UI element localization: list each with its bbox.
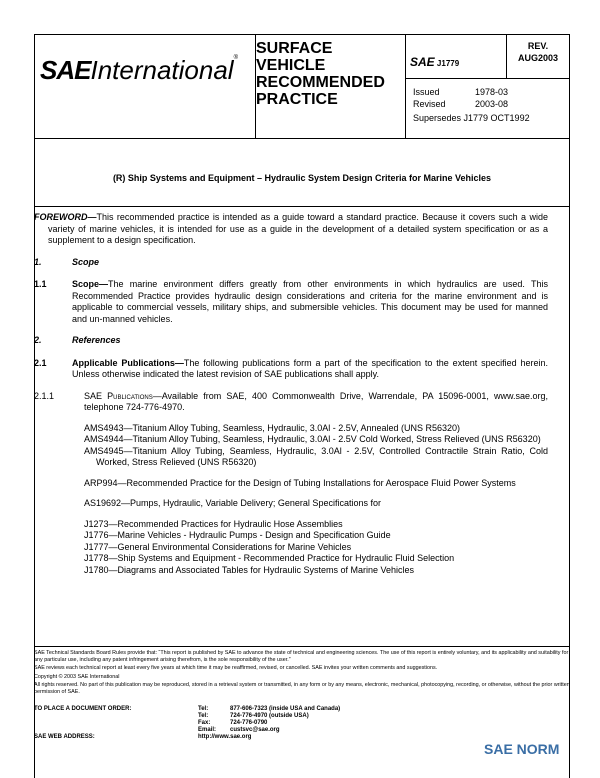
section-2-1: 2.1 Applicable Publications—The following publications form a part of the specification to the extent specified herein. Unless otherwise indicated the latest revision of SAE publications shall apply. [34, 357, 548, 379]
section-1-1: 1.1 Scope—The marine environment differs greatly from other environments in which hydraulics are used. This Recommended Practice provides hydraulic design considerations and criteria for the marine environment and is applicable to commercial vessels, military ships, and submersible vehicles. This document may be used for manned and un-manned vehicles. [34, 279, 548, 324]
foreword: FOREWORD—This recommended practice is intended as a guide toward a standard practice. Because it covers such a wide variety of marine vehicles, it is intended for use as a guide in the development of a detailed system specification or as a supplement to a design specification. [34, 212, 548, 245]
section-2-1-1: 2.1.1 SAE Publications—Available from SAE, 400 Commonwealth Drive, Warrendale, PA 15096-0001, www.sae.org, telephone 724-776-4970. [34, 390, 548, 412]
divider [506, 34, 507, 78]
revision: REV. AUG2003 [517, 41, 559, 63]
sae-international-logo: SAEInternational® [40, 55, 238, 85]
document-type: SURFACE VEHICLE RECOMMENDED PRACTICE [256, 40, 385, 108]
reference-item: AMS4943—Titanium Alloy Tubing, Seamless, Hydraulic, 3.0Al - 2.5V, Annealed (UNS R56320) [84, 422, 461, 433]
reference-item: ARP994—Recommended Practice for the Design of Tubing Installations for Aerospace Fluid Power Systems [84, 477, 516, 488]
reference-group [84, 478, 548, 490]
sae-norm-logo: SAE NORM [484, 741, 560, 757]
web-link[interactable]: http://www.sae.org [198, 734, 252, 740]
divider [405, 78, 570, 79]
document-body [34, 212, 548, 585]
reference-item: J1780—Diagrams and Associated Tables for Hydraulic Systems of Marine Vehicles [84, 564, 414, 575]
reference-group [84, 423, 548, 469]
footer-notice: SAE Technical Standards Board Rules provide that: “This report is published by SAE to advance the state of technical and engineering sciences. The use of this report is entirely voluntary, and its applicability and suitability for any particular use, including any patent infringement arising therefrom, is the sole responsibility of the user.” SAE reviews each technical report at least every five years at which time it may be reaffirmed, revised, or cancelled. SAE invites your written comments and suggestions. Copyright © 2003 SAE International All rights reserved. No part of this publication may be reproduced, stored in a retrieval system or transmitted, in any form or by any means, electronic, mechanical, photocopying, recording, or otherwise, without the prior written permission of SAE. [34, 646, 570, 698]
reference-item: AMS4945—Titanium Alloy Tubing, Seamless, Hydraulic, 3.0Al - 2.5V, Controlled Contractile Strain Ratio, Cold Worked, Stress Relieved (UNS R56320) [84, 445, 548, 467]
section-heading: 2. References [34, 335, 121, 345]
issue-dates: Issued 1978-03 Revised 2003-08 [413, 87, 509, 109]
reference-group [84, 498, 548, 510]
reference-item: AMS4944—Titanium Alloy Tubing, Seamless, Hydraulic, 3.0Al - 2.5V Cold Worked, Stress Relieved (UNS R56320) [84, 434, 541, 444]
reference-item: J1273—Recommended Practices for Hydraulic Hose Assemblies [84, 518, 343, 529]
reference-item: J1776—Marine Vehicles - Hydraulic Pumps - Design and Specification Guide [84, 530, 391, 540]
section-heading: 1. Scope [34, 256, 100, 267]
reference-group [84, 519, 548, 577]
reference-item: AS19692—Pumps, Hydraulic, Variable Delivery; General Specifications for [84, 498, 381, 508]
document-number: SAE J1779 [410, 55, 460, 69]
reference-item: J1778—Ship Systems and Equipment - Recommended Practice for Hydraulic Fluid Selection [84, 553, 455, 563]
order-info: TO PLACE A DOCUMENT ORDER: Tel: 877-606-7323 (inside USA and Canada) Tel: 724-776-4970 (outside USA) Fax: 724-776-0790 Email: custsvc@sae.org SAE WEB ADDRESS: http://www.sae.org [34, 706, 341, 740]
supersedes: Supersedes J1779 OCT1992 [413, 113, 530, 123]
document-title: (R) Ship Systems and Equipment – Hydraulic System Design Criteria for Marine Vehicles [34, 139, 570, 207]
email-link[interactable]: custsvc@sae.org [230, 727, 280, 733]
reference-item: J1777—General Environmental Considerations for Marine Vehicles [84, 541, 352, 552]
